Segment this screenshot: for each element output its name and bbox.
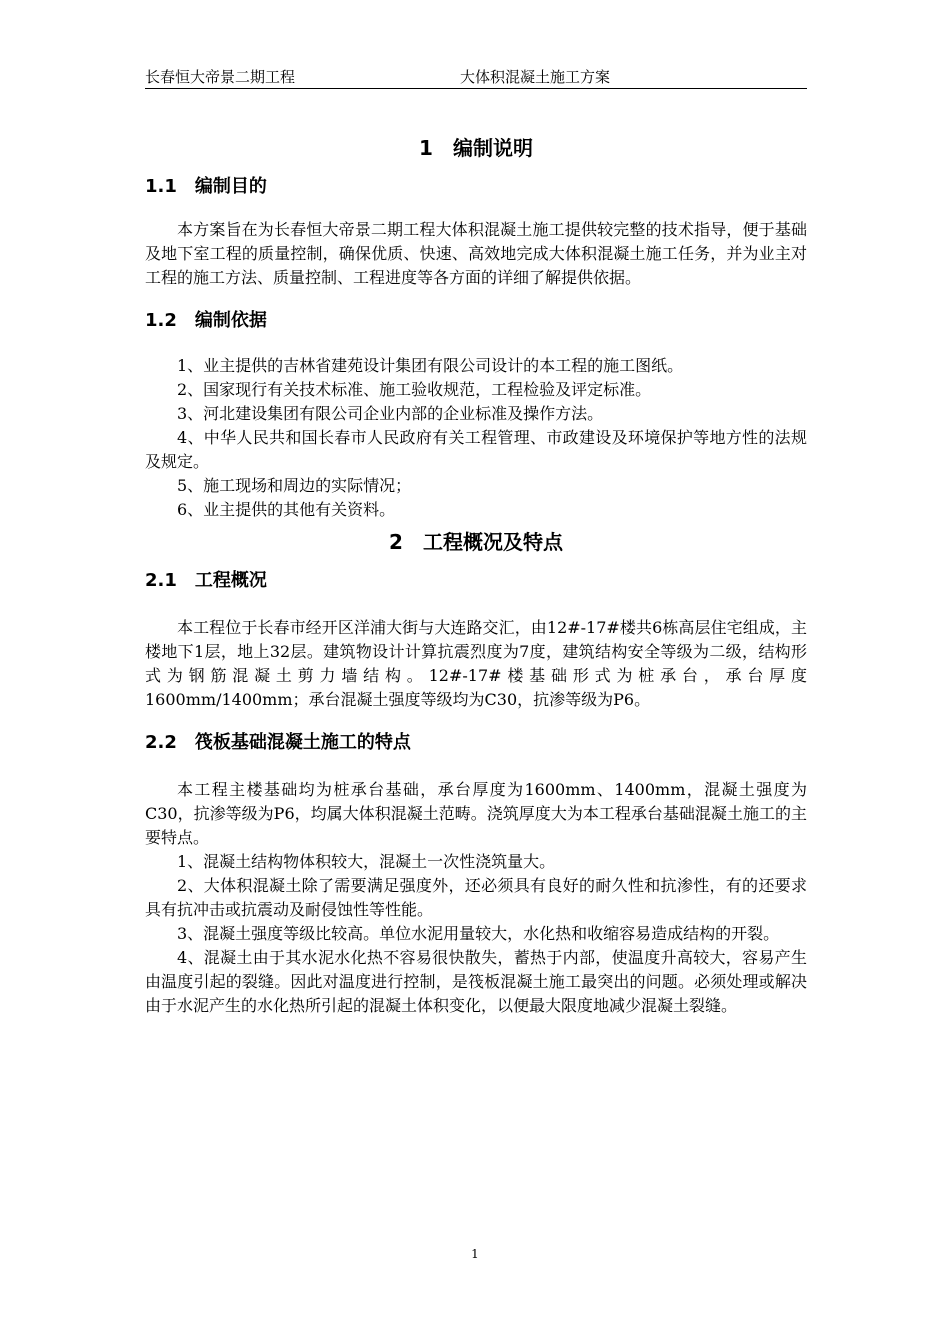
basis-item-5: 5、施工现场和周边的实际情况； bbox=[177, 476, 412, 495]
header-project-name: 长春恒大帝景二期工程 bbox=[145, 68, 296, 86]
feature-item-3: 3、混凝土强度等级比较高。单位水泥用量较大，水化热和收缩容易造成结构的开裂。 bbox=[177, 924, 780, 943]
section-2-2-title: 2.2 筏板基础混凝土施工的特点 bbox=[145, 732, 411, 753]
basis-item-1: 1、业主提供的吉林省建苑设计集团有限公司设计的本工程的施工图纸。 bbox=[177, 356, 684, 375]
section-2-1-title: 2.1 工程概况 bbox=[145, 570, 267, 591]
feature-item-1: 1、混凝土结构物体积较大，混凝土一次性浇筑量大。 bbox=[177, 852, 556, 871]
section-2-1-paragraph: 本工程位于长春市经开区洋浦大街与大连路交汇，由12#-17#楼共6栋高层住宅组成，主楼地下1层，地上32层。建筑物设计计算抗震烈度为7度，建筑结构安全等级为二级，结构形式为钢筋混凝土剪力墙结构。12#-17#楼基础形式为桩承台，承台厚度1600mm/1400mm；承台混凝土强度等级均为C30，抗渗等级为P6。 bbox=[145, 618, 807, 709]
basis-item-4: 4、中华人民共和国长春市人民政府有关工程管理、市政建设及环境保护等地方性的法规及规定。 bbox=[145, 428, 807, 471]
section-1-title: 1 编制说明 bbox=[419, 136, 533, 160]
page-number: 1 bbox=[471, 1247, 479, 1261]
basis-item-3: 3、河北建设集团有限公司企业内部的企业标准及操作方法。 bbox=[177, 404, 604, 423]
section-2-title: 2 工程概况及特点 bbox=[389, 530, 563, 554]
header-document-title: 大体积混凝土施工方案 bbox=[460, 68, 611, 86]
section-2-2-paragraph: 本工程主楼基础均为桩承台基础，承台厚度为1600mm、1400mm，混凝土强度为C30，抗渗等级为P6，均属大体积混凝土范畴。浇筑厚度大为本工程承台基础混凝土施工的主要特点。 bbox=[145, 780, 807, 847]
feature-item-4: 4、混凝土由于其水泥水化热不容易很快散失，蓄热于内部，使温度升高较大，容易产生由温度引起的裂缝。因此对温度进行控制，是筏板混凝土施工最突出的问题。必须处理或解决由于水泥产生的水化热所引起的混凝土体积变化，以便最大限度地减少混凝土裂缝。 bbox=[145, 948, 807, 1015]
page-content bbox=[145, 128, 807, 1018]
page-header bbox=[145, 64, 807, 89]
section-1-1-paragraph: 本方案旨在为长春恒大帝景二期工程大体积混凝土施工提供较完整的技术指导，便于基础及地下室工程的质量控制，确保优质、快速、高效地完成大体积混凝土施工任务，并为业主对工程的施工方法、质量控制、工程进度等各方面的详细了解提供依据。 bbox=[145, 220, 807, 287]
feature-item-2: 2、大体积混凝土除了需要满足强度外，还必须具有良好的耐久性和抗渗性，有的还要求具有抗冲击或抗震动及耐侵蚀性等性能。 bbox=[145, 876, 807, 919]
basis-item-2: 2、国家现行有关技术标准、施工验收规范，工程检验及评定标准。 bbox=[177, 380, 652, 399]
section-1-2-title: 1.2 编制依据 bbox=[145, 310, 267, 331]
basis-item-6: 6、业主提供的其他有关资料。 bbox=[177, 500, 396, 519]
section-1-1-title: 1.1 编制目的 bbox=[145, 176, 267, 197]
